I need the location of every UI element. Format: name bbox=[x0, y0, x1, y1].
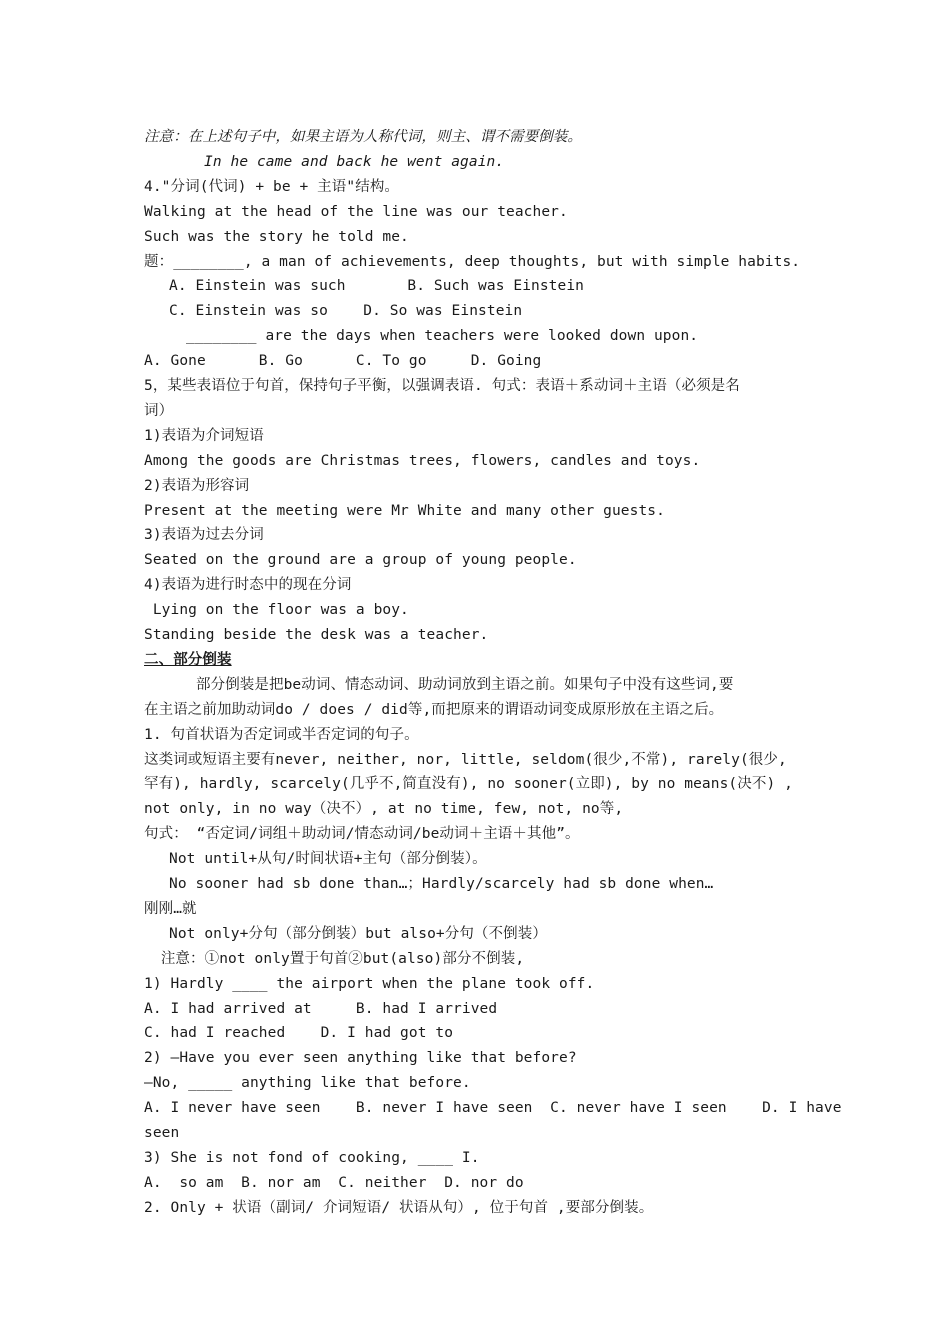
text-line: C. had I reached D. I had got to bbox=[144, 1025, 454, 1042]
text-line: In he came and back he went again. bbox=[204, 153, 505, 170]
text-line: 2) —Have you ever seen anything like that before? bbox=[144, 1050, 577, 1067]
text-line: No sooner had sb done than…；Hardly/scarcely had sb done when… bbox=[169, 876, 714, 892]
text-line: 题：________, a man of achievements, deep thoughts, but with simple habits. bbox=[144, 253, 801, 270]
text-line: ________ are the days when teachers were looked down upon. bbox=[186, 328, 699, 345]
text-line: 句式： “否定词/词组＋助动词/情态动词/be动词＋主语＋其他”。 bbox=[144, 826, 580, 843]
text-line: 4."分词(代词) + be + 主语"结构。 bbox=[144, 178, 400, 195]
text-line: Such was the story he told me. bbox=[144, 228, 409, 245]
text-line: 1. 句首状语为否定词或半否定词的句子。 bbox=[144, 726, 419, 743]
text-line: 注意：①not only置于句首②but(also)部分不倒装, bbox=[152, 950, 525, 967]
text-line: C. Einstein was so D. So was Einstein bbox=[169, 303, 523, 320]
text-line: 部分倒装是把be动词、情态动词、助动词放到主语之前。如果句子中没有这些词,要 bbox=[196, 676, 734, 693]
text-line: A. Einstein was such B. Such was Einstein bbox=[169, 278, 584, 295]
text-line: 3) She is not fond of cooking, ____ I. bbox=[144, 1149, 480, 1166]
text-line: 词） bbox=[144, 402, 174, 419]
text-line: 4)表语为进行时态中的现在分词 bbox=[144, 577, 352, 594]
text-line: 2. Only + 状语（副词/ 介词短语/ 状语从句）, 位于句首 ,要部分倒装。 bbox=[144, 1199, 654, 1216]
text-line: A. so am B. nor am C. neither D. nor do bbox=[144, 1174, 524, 1191]
text-line: Standing beside the desk was a teacher. bbox=[144, 627, 489, 643]
section-heading: 二、部分倒装 bbox=[144, 651, 232, 668]
text-line: —No, _____ anything like that before. bbox=[144, 1075, 471, 1092]
text-line: 3)表语为过去分词 bbox=[144, 527, 264, 544]
text-line: Walking at the head of the line was our teacher. bbox=[144, 203, 568, 220]
text-line: Present at the meeting were Mr White and many other guests. bbox=[144, 502, 665, 519]
text-line: 1)表语为介词短语 bbox=[144, 427, 264, 444]
text-line: 注意：在上述句子中，如果主语为人称代词，则主、谓不需要倒装。 bbox=[144, 129, 582, 145]
text-line: 在主语之前加助动词do / does / did等,而把原来的谓语动词变成原形放在主语之后。 bbox=[144, 701, 724, 718]
text-line: 刚刚…就 bbox=[144, 900, 197, 917]
text-line: 罕有), hardly, scarcely(几乎不,简直没有), no sooner(立即), by no means(决不) , bbox=[144, 776, 793, 793]
text-line: A. I never have seen B. never I have seen C. never have I seen D. I have bbox=[144, 1100, 842, 1117]
text-line: seen bbox=[144, 1125, 180, 1141]
text-line: A. Gone B. Go C. To go D. Going bbox=[144, 353, 542, 370]
text-line: Not until+从句/时间状语+主句（部分倒装）。 bbox=[169, 851, 487, 868]
text-line: Seated on the ground are a group of young people. bbox=[144, 552, 577, 569]
text-line: 1) Hardly ____ the airport when the plane took off. bbox=[144, 975, 595, 992]
text-line: 5，某些表语位于句首，保持句子平衡，以强调表语. 句式：表语＋系动词＋主语（必须是名 bbox=[144, 378, 740, 394]
text-line: A. I had arrived at B. had I arrived bbox=[144, 1000, 498, 1017]
text-line: Lying on the floor was a boy. bbox=[144, 602, 409, 619]
text-line: 这类词或短语主要有never, neither, nor, little, seldom(很少,不常), rarely(很少, bbox=[144, 751, 787, 768]
text-line: Among the goods are Christmas trees, flowers, candles and toys. bbox=[144, 452, 701, 469]
text-line: not only, in no way（决不）, at no time, few, not, no等, bbox=[144, 801, 624, 818]
text-line: Not only+分句（部分倒装）but also+分句（不倒装） bbox=[169, 925, 547, 942]
text-line: 2)表语为形容词 bbox=[144, 477, 250, 494]
